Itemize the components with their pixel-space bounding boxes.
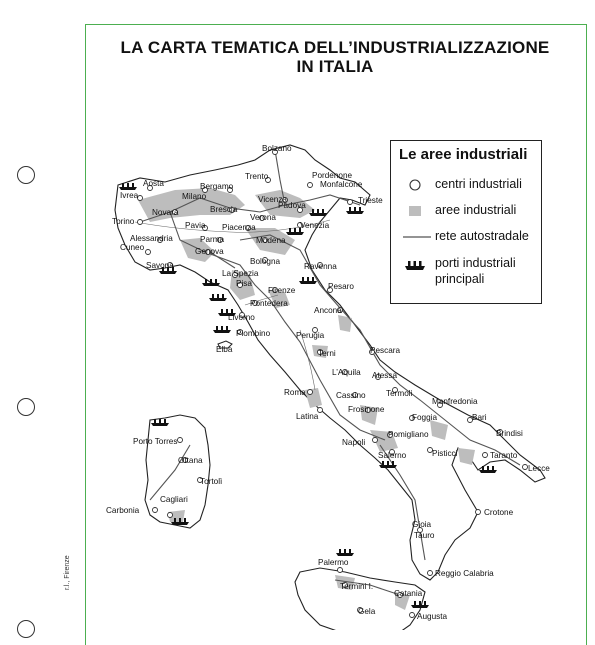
legend-centers-label: centri industriali [435, 177, 522, 191]
city-label: Livorno [228, 313, 255, 322]
city-label: Atessa [372, 371, 398, 380]
city-label: Reggio Calabria [435, 569, 494, 578]
city-label: Catania [394, 589, 423, 598]
city-label: Salerno [378, 451, 407, 460]
city-label: Trieste [358, 196, 383, 205]
city-label: Cassino [336, 391, 366, 400]
city-label: Frosinone [348, 405, 385, 414]
city-label: Roma [284, 388, 306, 397]
city-label: Latina [296, 412, 319, 421]
city-label: Ancona [314, 306, 342, 315]
city-label: Pisticci [432, 449, 458, 458]
port-ship [202, 279, 220, 286]
city-label: Trento [245, 172, 269, 181]
city-label: Cagliari [160, 495, 188, 504]
map-title-line1: LA CARTA TEMATICA DELL’INDUSTRIALIZZAZIONE [120, 38, 550, 57]
city-label: Carbonia [106, 506, 140, 515]
legend-areas-label: aree industriali [435, 203, 517, 217]
port-ship [209, 294, 227, 301]
city-label: Ivrea [120, 191, 139, 200]
city-label: Piombino [236, 329, 271, 338]
port-ship [336, 549, 354, 556]
city-label: Elba [216, 345, 233, 354]
port-ship [299, 277, 317, 284]
city-label: Perugia [296, 331, 325, 340]
city-label: Pesaro [328, 282, 354, 291]
city-label: Ottana [178, 456, 203, 465]
rivers [135, 220, 330, 390]
legend-ports-label-1: porti industriali [435, 256, 516, 270]
city-label: Alessandria [130, 234, 173, 243]
city-label: L’Aquila [332, 368, 361, 377]
city-label: Gela [358, 607, 376, 616]
city-label: Termini I. [340, 582, 374, 591]
city-label: Lecce [528, 464, 550, 473]
map-legend [390, 140, 542, 304]
city-label: Bergamo [200, 182, 234, 191]
city-label: Torino [112, 217, 135, 226]
city-label: Cuneo [120, 243, 145, 252]
city-label: Foggia [412, 413, 438, 422]
city-label: Pavia [185, 221, 206, 230]
city-label: Manfredonia [432, 397, 478, 406]
legend-center-icon [403, 178, 427, 192]
city-label: Pordenone [312, 171, 353, 180]
city-label: Parma [200, 235, 225, 244]
city-label: Taranto [490, 451, 518, 460]
city-label: Napoli [342, 438, 366, 447]
map-title-line2: IN ITALIA [296, 57, 374, 76]
city-label: Savona [146, 261, 174, 270]
legend-ports-label-2: principali [435, 272, 485, 286]
city-label: Pisa [236, 279, 252, 288]
city-label: Ravenna [304, 262, 337, 271]
city-label: Bari [472, 413, 487, 422]
legend-highway-label: rete autostradale [435, 229, 529, 243]
city-label: La Spezia [222, 269, 259, 278]
city-label: Termoli [386, 389, 413, 398]
city-label: Vicenza [258, 195, 287, 204]
city-label: Augusta [417, 612, 448, 621]
city-label: Tauro [414, 531, 435, 540]
city-label: Firenze [268, 286, 296, 295]
city-label: Monfalcone [320, 180, 363, 189]
city-label: Modena [256, 236, 286, 245]
legend-port-icon [403, 258, 429, 272]
city-label: Pomigliano [388, 430, 429, 439]
legend-highway-icon [403, 230, 433, 244]
city-label: Bolzano [262, 144, 292, 153]
city-label: Genova [195, 247, 224, 256]
city-label: Piacenza [222, 223, 256, 232]
port-ship [346, 207, 364, 214]
city-label: Pontedera [250, 299, 288, 308]
credit-text: r.l., Firenze [64, 555, 71, 590]
city-label: Porto Torres [133, 437, 178, 446]
city-label: Brindisi [496, 429, 523, 438]
city-label: Milano [182, 192, 207, 201]
city-label: Brescia [210, 205, 238, 214]
city-label: Crotone [484, 508, 514, 517]
city-label: Palermo [318, 558, 349, 567]
city-label: Tortolì [200, 477, 223, 486]
city-label: Aosta [143, 179, 164, 188]
city-label: Gioia [412, 520, 432, 529]
port-ship [411, 601, 429, 608]
city-label: Pescara [370, 346, 401, 355]
city-label: Novara [152, 208, 179, 217]
port-ship [213, 326, 231, 333]
city-label: Bologna [250, 257, 281, 266]
legend-title: Le aree industriali [399, 146, 528, 163]
legend-area-icon [403, 204, 427, 218]
city-label: Padova [278, 201, 306, 210]
city-label: Verona [250, 213, 276, 222]
city-label: Terni [318, 349, 336, 358]
city-label: Venezia [300, 221, 330, 230]
